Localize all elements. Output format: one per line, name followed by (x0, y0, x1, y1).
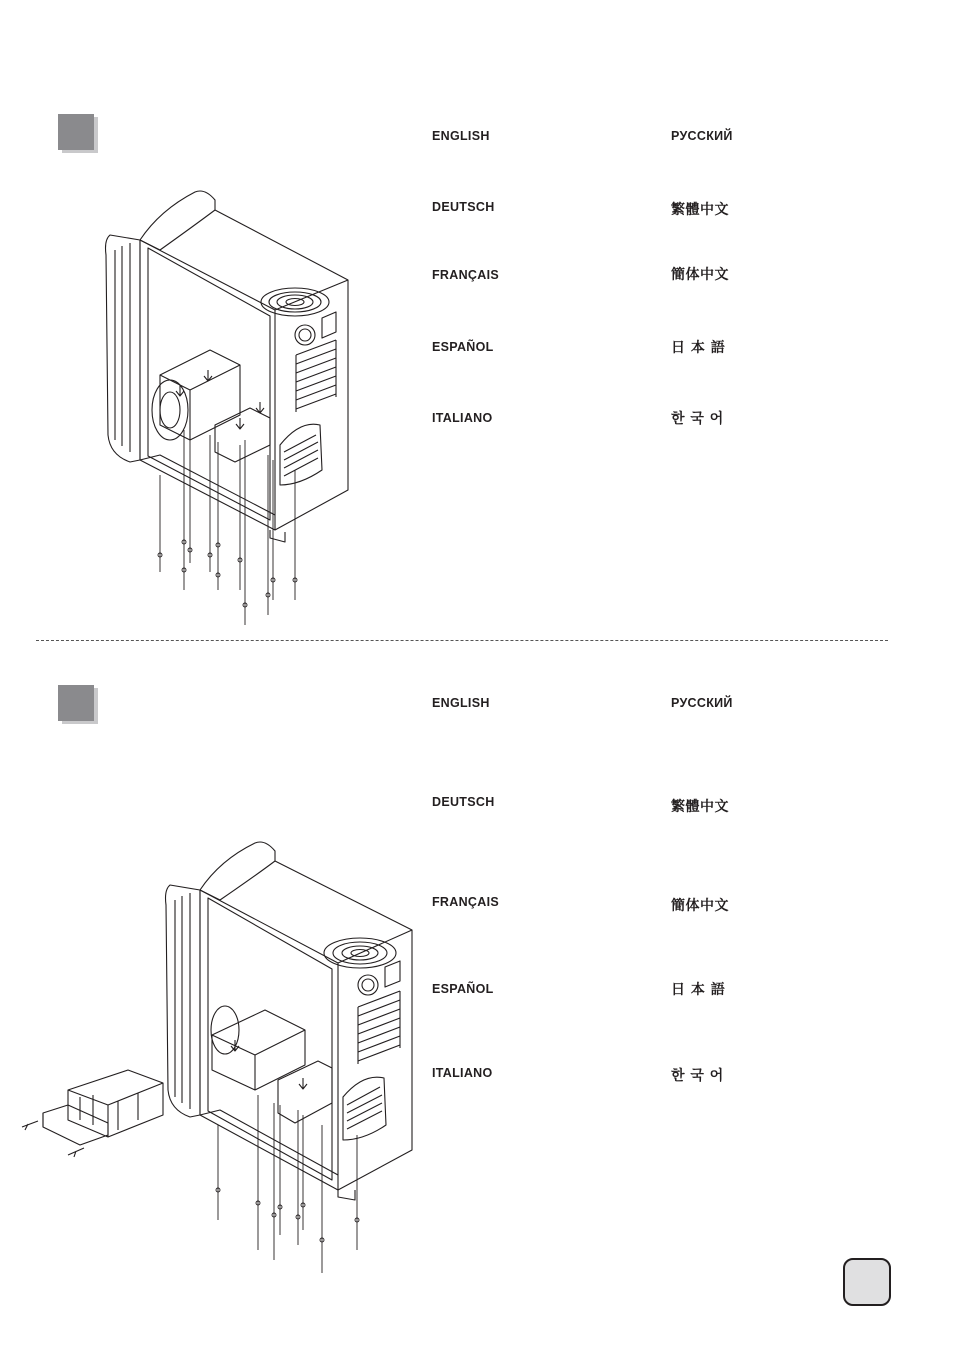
lang-italiano-2: ITALIANO (432, 1066, 493, 1080)
lang-francais-2: FRANÇAIS (432, 895, 499, 909)
lang-russian-2: РУССКИЙ (671, 696, 733, 710)
page-number-badge (843, 1258, 891, 1306)
lang-espanol-1: ESPAÑOL (432, 340, 494, 354)
lang-italiano-1: ITALIANO (432, 411, 493, 425)
step-marker-2 (58, 685, 94, 721)
drive-bracket-diagram (18, 1065, 168, 1165)
case-diagram-lower (160, 835, 420, 1275)
lang-japanese-1: 日 本 語 (671, 340, 726, 356)
step-marker-1 (58, 114, 94, 150)
section-divider (36, 640, 888, 641)
lang-korean-2: 한 국 어 (671, 1068, 724, 1084)
lang-deutsch-2: DEUTSCH (432, 795, 495, 809)
lang-russian-1: РУССКИЙ (671, 129, 733, 143)
lang-trad-chinese-2: 繁體中文 (671, 799, 729, 815)
lang-simp-chinese-1: 簡体中文 (671, 267, 729, 283)
lang-korean-1: 한 국 어 (671, 411, 724, 427)
lang-japanese-2: 日 本 語 (671, 982, 726, 998)
lang-espanol-2: ESPAÑOL (432, 982, 494, 996)
lang-deutsch-1: DEUTSCH (432, 200, 495, 214)
case-diagram-upper (100, 180, 370, 630)
lang-english-1: ENGLISH (432, 129, 490, 143)
lang-english-2: ENGLISH (432, 696, 490, 710)
lang-francais-1: FRANÇAIS (432, 268, 499, 282)
lang-simp-chinese-2: 簡体中文 (671, 898, 729, 914)
lang-trad-chinese-1: 繁體中文 (671, 202, 729, 218)
